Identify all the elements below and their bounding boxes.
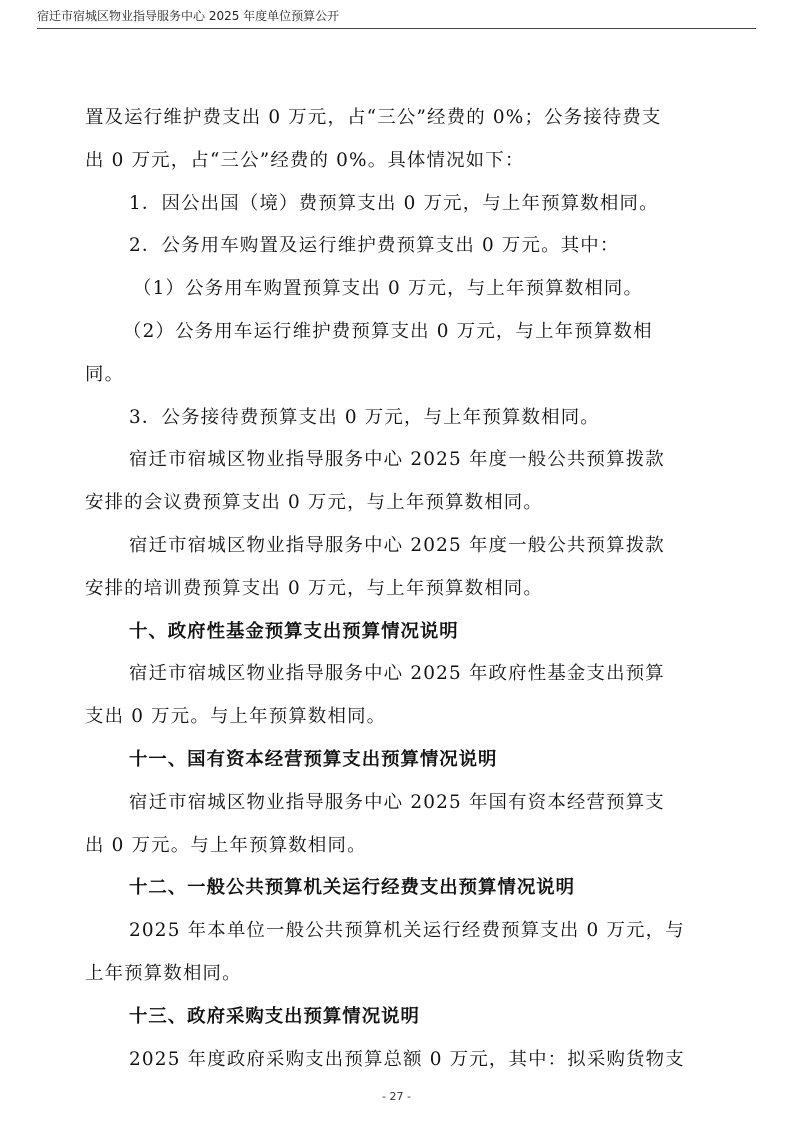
paragraph-line: 同。	[85, 363, 125, 385]
document-body	[85, 97, 717, 1081]
list-item: 2．公务用车购置及运行维护费预算支出 0 万元。其中：	[129, 235, 620, 257]
section-heading: 十二、一般公共预算机关运行经费支出预算情况说明	[129, 877, 575, 899]
paragraph-line: 宿迁市宿城区物业指导服务中心 2025 年国有资本经营预算支	[129, 791, 665, 813]
list-item: 3．公务接待费预算支出 0 万元，与上年预算数相同。	[129, 406, 600, 428]
paragraph-line: 2025 年本单位一般公共预算机关运行经费预算支出 0 万元，与	[129, 920, 685, 942]
paragraph-line: 宿迁市宿城区物业指导服务中心 2025 年度一般公共预算拨款	[129, 534, 665, 556]
paragraph-line: 上年预算数相同。	[85, 962, 242, 984]
list-item: 1．因公出国（境）费预算支出 0 万元，与上年预算数相同。	[129, 192, 659, 214]
paragraph-line: 宿迁市宿城区物业指导服务中心 2025 年政府性基金支出预算	[129, 663, 665, 685]
paragraph-line: 2025 年度政府采购支出预算总额 0 万元，其中：拟采购货物支	[129, 1048, 685, 1070]
paragraph-line: 宿迁市宿城区物业指导服务中心 2025 年度一般公共预算拨款	[129, 449, 665, 471]
section-heading: 十三、政府采购支出预算情况说明	[129, 1005, 420, 1027]
section-heading: 十一、国有资本经营预算支出预算情况说明	[129, 748, 498, 770]
paragraph-line: 出 0 万元。与上年预算数相同。	[85, 834, 367, 856]
page-number: - 27 -	[382, 1090, 411, 1103]
paragraph-line: 支出 0 万元。与上年预算数相同。	[85, 706, 387, 728]
paragraph-line: 出 0 万元，占“三公”经费的 0%。具体情况如下：	[85, 149, 525, 171]
paragraph-line: 置及运行维护费支出 0 万元，占“三公”经费的 0%；公务接待费支	[85, 107, 662, 128]
sub-list-item: （1）公务用车购置预算支出 0 万元，与上年预算数相同。	[133, 278, 644, 300]
sub-list-item: （2）公务用车运行维护费预算支出 0 万元，与上年预算数相	[123, 320, 653, 342]
paragraph-line: 安排的会议费预算支出 0 万元，与上年预算数相同。	[85, 492, 543, 514]
header-divider	[37, 28, 756, 29]
document-header-title: 宿迁市宿城区物业指导服务中心 2025 年度单位预算公开	[37, 9, 340, 23]
paragraph-line: 安排的培训费预算支出 0 万元，与上年预算数相同。	[85, 577, 543, 599]
section-heading: 十、政府性基金预算支出预算情况说明	[129, 620, 459, 642]
